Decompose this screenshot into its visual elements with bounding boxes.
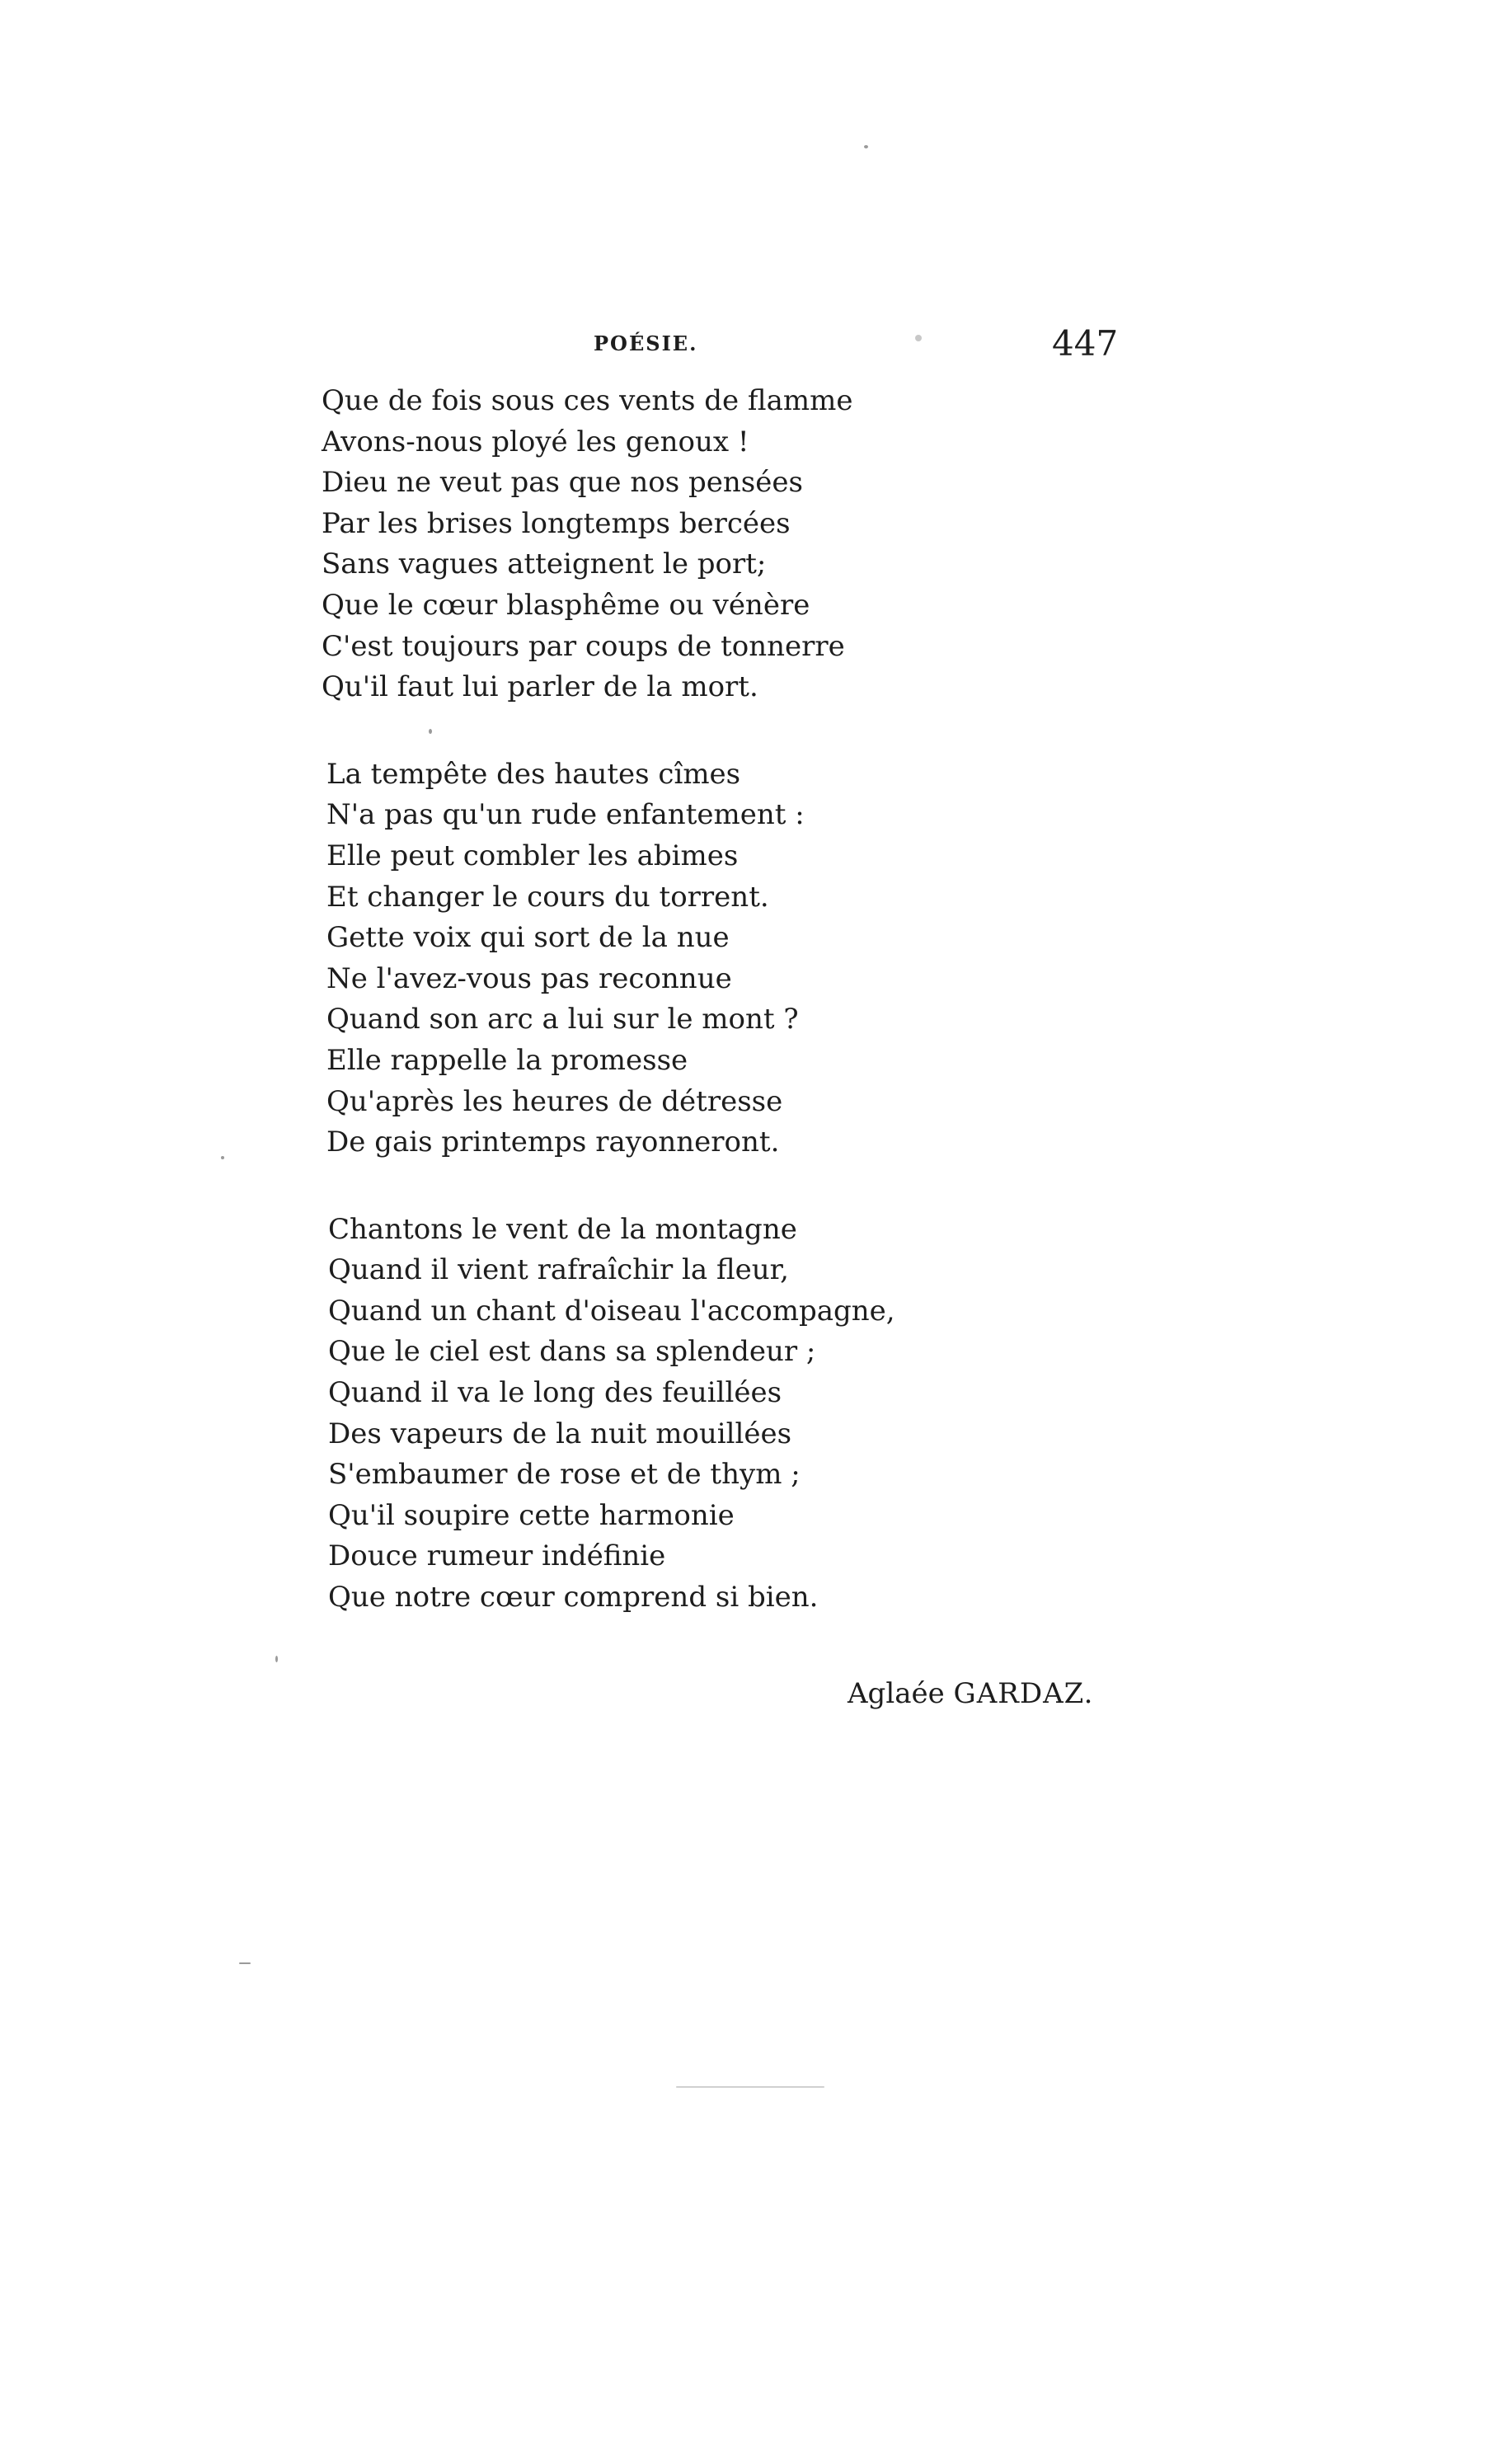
scan-speck	[676, 2086, 824, 2088]
poem-line: Avons-nous ployé les genoux !	[322, 425, 749, 458]
poem-line: Qu'après les heures de détresse	[326, 1084, 783, 1118]
poem-line: Qu'il soupire cette harmonie	[328, 1498, 735, 1532]
poem-line: Par les brises longtemps bercées	[322, 506, 791, 540]
poem-line: Quand il va le long des feuillées	[328, 1376, 782, 1410]
scan-speck	[221, 1156, 224, 1159]
poem-line: C'est toujours par coups de tonnerre	[322, 629, 845, 663]
author-surname: GARDAZ.	[953, 1677, 1094, 1710]
poem-line: Que le cœur blasphême ou vénère	[322, 588, 810, 622]
poem-line: Que le ciel est dans sa splendeur ;	[328, 1335, 816, 1369]
poem-line: Gette voix qui sort de la nue	[326, 921, 730, 955]
poem-line: Qu'il faut lui parler de la mort.	[322, 670, 758, 704]
poem-line: De gais printemps rayonneront.	[326, 1126, 780, 1159]
scan-speck	[864, 145, 868, 148]
author-given-name: Aglaée	[848, 1677, 945, 1710]
poem-line: La tempête des hautes cîmes	[326, 757, 741, 791]
poem-line: Elle rappelle la promesse	[326, 1043, 688, 1077]
stanza-3	[322, 1210, 1146, 1619]
poem-line: Sans vagues atteignent le port;	[322, 548, 767, 581]
scan-speck	[239, 1962, 251, 1964]
stanza-2	[322, 754, 1146, 1163]
running-title: POÉSIE.	[594, 331, 698, 355]
poem-line: Des vapeurs de la nuit mouillées	[328, 1417, 792, 1450]
poem-line: Elle peut combler les abimes	[326, 839, 739, 872]
scan-speck	[915, 335, 922, 341]
poem	[322, 381, 1146, 1665]
poem-line: Quand il vient rafraîchir la fleur,	[328, 1253, 789, 1287]
author-signature	[848, 1677, 1094, 1710]
poem-line: Quand un chant d'oiseau l'accompagne,	[328, 1294, 895, 1328]
poem-line: Que notre cœur comprend si bien.	[328, 1581, 819, 1614]
poem-line: Chantons le vent de la montagne	[328, 1212, 797, 1246]
stanza-1	[322, 381, 1146, 708]
page-number: 447	[1052, 323, 1119, 364]
poem-line: Dieu ne veut pas que nos pensées	[322, 466, 803, 500]
poem-line: Ne l'avez-vous pas reconnue	[326, 961, 732, 995]
poem-line: Et changer le cours du torrent.	[326, 880, 769, 914]
poem-line: Que de fois sous ces vents de flamme	[322, 384, 853, 417]
scan-speck	[275, 1656, 278, 1662]
poem-line: N'a pas qu'un rude enfantement :	[326, 798, 805, 832]
poem-line: Quand son arc a lui sur le mont ?	[326, 1003, 799, 1036]
poem-line: S'embaumer de rose et de thym ;	[328, 1458, 801, 1492]
poem-line: Douce rumeur indéfinie	[328, 1539, 666, 1573]
scan-speck	[429, 729, 432, 734]
